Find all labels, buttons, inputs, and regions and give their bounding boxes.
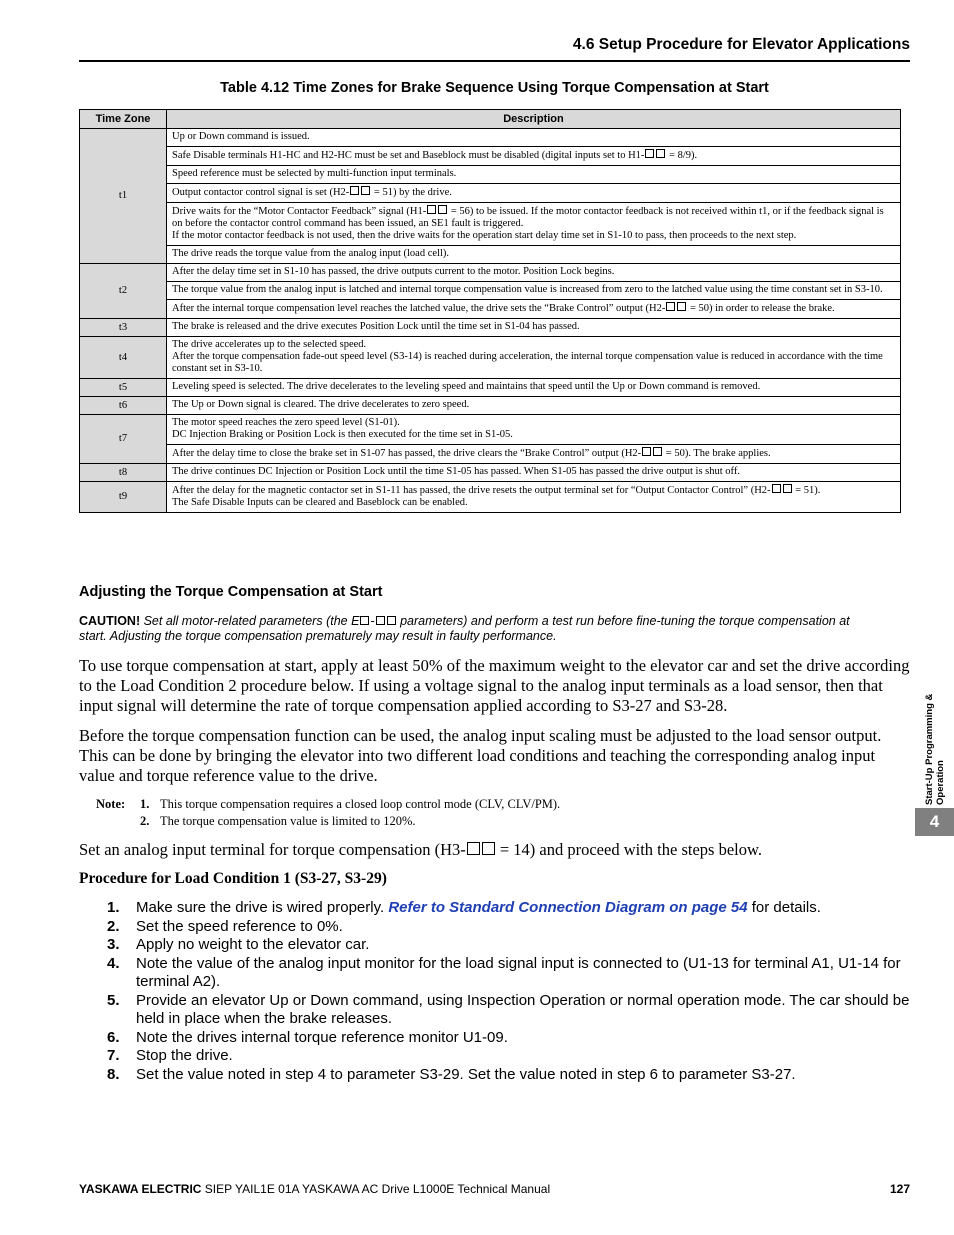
placeholder-box-icon <box>772 484 781 493</box>
step-number: 8. <box>107 1065 120 1083</box>
chapter-tab-label: Start-Up Programming & Operation <box>924 693 946 805</box>
description-text: Drive waits for the “Motor Contactor Feedback” signal (H1- <box>172 206 427 217</box>
description-cell <box>167 264 901 282</box>
placeholder-box-icon <box>656 149 665 158</box>
body-paragraph-1: To use torque compensation at start, apply at least 50% of the maximum weight to the elevator car and set the drive according to the Load Condition 2 procedure below. If using a voltage signal to the analog input terminals as a load sensor, then that input signal will determine the rate of torque compensation applied according to S3-27 and S3-28. <box>79 656 910 715</box>
description-cell <box>167 319 901 337</box>
note-number: 2. <box>140 814 150 828</box>
description-cell <box>167 464 901 482</box>
table-row <box>80 166 901 184</box>
step-text: Make sure the drive is wired properly. <box>136 899 389 916</box>
procedure-step <box>107 936 912 955</box>
description-text: If the motor contactor feedback is not used, then the drive waits for the operation start delay time set in S1-10 to pass, then proceeds to the next step. <box>172 230 797 241</box>
caution-label: CAUTION! <box>79 614 141 628</box>
description-text: After the delay time set in S1-10 has passed, the drive outputs current to the motor. Position Lock begins. <box>172 266 615 277</box>
table-row <box>80 264 901 282</box>
time-zone-cell: t7 <box>80 415 167 464</box>
procedure-step <box>107 1047 912 1066</box>
description-text: Leveling speed is selected. The drive decelerates to the leveling speed and maintains that speed until the Up or Down command is removed. <box>172 381 761 392</box>
step-text: Set the speed reference to 0%. <box>136 917 343 935</box>
step-text: Apply no weight to the elevator car. <box>136 936 370 953</box>
description-text: After the delay time to close the brake set in S1-07 has passed, the drive clears the “Brake Control” output (H2- <box>172 448 642 459</box>
description-text: = 50). The brake applies. <box>663 448 771 459</box>
table-row <box>80 319 901 337</box>
set-input-text-before: Set an analog input terminal for torque compensation (H3- <box>79 840 466 859</box>
placeholder-box-icon <box>438 205 447 214</box>
set-input-instruction <box>79 840 762 860</box>
description-text: The motor speed reaches the zero speed level (S1-01). <box>172 417 400 428</box>
placeholder-box-icon <box>361 186 370 195</box>
time-zone-cell: t1 <box>80 129 167 264</box>
description-cell <box>167 397 901 415</box>
placeholder-box-icon <box>645 149 654 158</box>
step-text: Note the value of the analog input monitor for the load signal input is connected to (U1-13 for terminal A1, U1-14 for terminal A2). <box>136 954 901 990</box>
description-cell <box>167 415 901 445</box>
table-row <box>80 129 901 147</box>
description-text: = 56) to be issued. If the motor contactor feedback is not received within t1, or if the feedback signal is on before the contactor control command has been issued, an SE1 fault is triggered. <box>172 206 884 229</box>
description-text: = 51) by the drive. <box>371 187 452 198</box>
procedure-step <box>107 1029 912 1048</box>
placeholder-box-icon <box>376 616 385 625</box>
step-text: Provide an elevator Up or Down command, using Inspection Operation or normal operation mode. The car should be held in place when the brake releases. <box>136 991 910 1027</box>
placeholder-box-icon <box>642 447 651 456</box>
table-row <box>80 203 901 246</box>
placeholder-box-icon <box>467 842 480 855</box>
cross-reference-link[interactable]: Refer to Standard Connection Diagram on page 54 <box>388 899 748 916</box>
table-body <box>80 129 901 513</box>
table-row <box>80 300 901 319</box>
note-number: 1. <box>140 797 150 811</box>
description-text: The torque value from the analog input is latched and internal torque compensation value is increased from zero to the latched value using the time constant set in S3-10. <box>172 284 883 295</box>
description-text: The Up or Down signal is cleared. The drive decelerates to zero speed. <box>172 399 470 410</box>
table-row <box>80 246 901 264</box>
caution-notice <box>79 614 879 644</box>
description-text: Safe Disable terminals H1-HC and H2-HC must be set and Baseblock must be disabled (digital inputs set to H1- <box>172 150 645 161</box>
placeholder-box-icon <box>387 616 396 625</box>
column-header-time-zone: Time Zone <box>80 110 167 129</box>
note-text: The torque compensation value is limited to 120%. <box>160 814 416 828</box>
step-number: 6. <box>107 1028 120 1046</box>
footer-document-info <box>79 1182 550 1196</box>
placeholder-box-icon <box>427 205 436 214</box>
header-rule <box>79 60 910 62</box>
procedure-heading: Procedure for Load Condition 1 (S3-27, S3-29) <box>79 870 387 887</box>
description-cell <box>167 147 901 166</box>
description-text: Output contactor control signal is set (H2- <box>172 187 350 198</box>
procedure-step <box>107 1066 912 1085</box>
step-number: 5. <box>107 991 120 1009</box>
description-cell <box>167 379 901 397</box>
table-row <box>80 445 901 464</box>
description-cell <box>167 246 901 264</box>
column-header-description: Description <box>167 110 901 129</box>
chapter-tab-number: 4 <box>915 808 954 836</box>
step-number: 4. <box>107 954 120 972</box>
placeholder-box-icon <box>653 447 662 456</box>
table-header-row <box>80 110 901 129</box>
time-zone-cell: t5 <box>80 379 167 397</box>
description-text: The Safe Disable Inputs can be cleared and Baseblock can be enabled. <box>172 497 468 508</box>
chapter-side-tab[interactable] <box>915 664 954 836</box>
description-text: The drive reads the torque value from the analog input (load cell). <box>172 248 449 259</box>
footer-document-title: SIEP YAIL1E 01A YASKAWA AC Drive L1000E Technical Manual <box>201 1182 551 1196</box>
placeholder-box-icon <box>677 302 686 311</box>
time-zone-cell: t6 <box>80 397 167 415</box>
footer-brand: YASKAWA ELECTRIC <box>79 1182 202 1196</box>
description-cell <box>167 300 901 319</box>
description-cell <box>167 203 901 246</box>
description-text: = 50) in order to release the brake. <box>687 303 835 314</box>
description-text: The drive continues DC Injection or Position Lock until the time S1-05 has passed. When S1-05 has passed the drive output is shut off. <box>172 466 740 477</box>
description-text: Speed reference must be selected by multi-function input terminals. <box>172 168 457 179</box>
table-row <box>80 379 901 397</box>
table-row <box>80 184 901 203</box>
page-header-title: 4.6 Setup Procedure for Elevator Applications <box>572 36 910 53</box>
description-cell <box>167 282 901 300</box>
table-row <box>80 147 901 166</box>
description-text: = 8/9). <box>666 150 698 161</box>
page-number: 127 <box>889 1182 910 1196</box>
time-zone-cell: t3 <box>80 319 167 337</box>
description-cell <box>167 337 901 379</box>
step-text-after: for details. <box>747 899 821 916</box>
note-label: Note: <box>96 797 126 811</box>
table-row <box>80 464 901 482</box>
procedure-step <box>107 899 912 918</box>
time-zone-cell: t8 <box>80 464 167 482</box>
table-row <box>80 415 901 445</box>
time-zone-cell: t4 <box>80 337 167 379</box>
description-text: Up or Down command is issued. <box>172 131 310 142</box>
step-text: Note the drives internal torque reference monitor U1-09. <box>136 1028 508 1046</box>
procedure-step <box>107 992 912 1029</box>
step-text: Set the value noted in step 4 to parameter S3-29. Set the value noted in step 6 to parameter S3-27. <box>136 1065 796 1083</box>
placeholder-box-icon <box>360 616 369 625</box>
section-heading: Adjusting the Torque Compensation at Start <box>79 584 383 600</box>
description-cell <box>167 445 901 464</box>
description-cell <box>167 184 901 203</box>
description-cell <box>167 166 901 184</box>
description-text: After the torque compensation fade-out speed level (S3-14) is reached during acceleration, the internal torque compensation value is reduced in accordance with the time constant set in S3-10. <box>172 351 883 374</box>
step-number: 2. <box>107 917 120 935</box>
table-title: Table 4.12 Time Zones for Brake Sequence Using Torque Compensation at Start <box>220 80 769 96</box>
table-row <box>80 482 901 513</box>
description-text: The brake is released and the drive executes Position Lock until the time set in S1-04 has passed. <box>172 321 580 332</box>
description-text: After the delay for the magnetic contactor set in S1-11 has passed, the drive resets the output terminal set for “Output Contactor Control” (H2- <box>172 485 771 496</box>
description-text: The drive accelerates up to the selected speed. <box>172 339 367 350</box>
table-row <box>80 397 901 415</box>
time-zone-table <box>79 109 901 513</box>
description-cell <box>167 129 901 147</box>
description-text: DC Injection Braking or Position Lock is then executed for the time set in S1-05. <box>172 429 513 440</box>
procedure-steps <box>107 899 912 1084</box>
description-text: = 51). <box>792 485 821 496</box>
procedure-step <box>107 918 912 937</box>
caution-text-c: parameters) and perform a test run before fine-tuning the torque compensation at start. Adjusting the torque compensation prematurely may result in faulty performance. <box>79 614 850 643</box>
step-number: 1. <box>107 899 120 916</box>
step-number: 7. <box>107 1047 120 1064</box>
placeholder-box-icon <box>350 186 359 195</box>
procedure-step <box>107 955 912 992</box>
set-input-text-after: = 14) and proceed with the steps below. <box>495 840 762 859</box>
caution-text-b: - <box>370 614 375 628</box>
step-text: Stop the drive. <box>136 1047 233 1064</box>
placeholder-box-icon <box>482 842 495 855</box>
table-row <box>80 337 901 379</box>
placeholder-box-icon <box>783 484 792 493</box>
placeholder-box-icon <box>666 302 675 311</box>
note-text: This torque compensation requires a closed loop control mode (CLV, CLV/PM). <box>160 797 561 811</box>
caution-text-a: Set all motor-related parameters (the E <box>140 614 360 628</box>
time-zone-cell: t9 <box>80 482 167 513</box>
description-cell <box>167 482 901 513</box>
body-paragraph-2: Before the torque compensation function can be used, the analog input scaling must be adjusted to the load sensor output. This can be done by bringing the elevator into two different load conditions and teaching the corresponding analog input value and torque reference value to the drive. <box>79 726 882 785</box>
time-zone-cell: t2 <box>80 264 167 319</box>
description-text: After the internal torque compensation level reaches the latched value, the drive sets the “Brake Control” output (H2- <box>172 303 666 314</box>
step-number: 3. <box>107 936 120 953</box>
table-row <box>80 282 901 300</box>
